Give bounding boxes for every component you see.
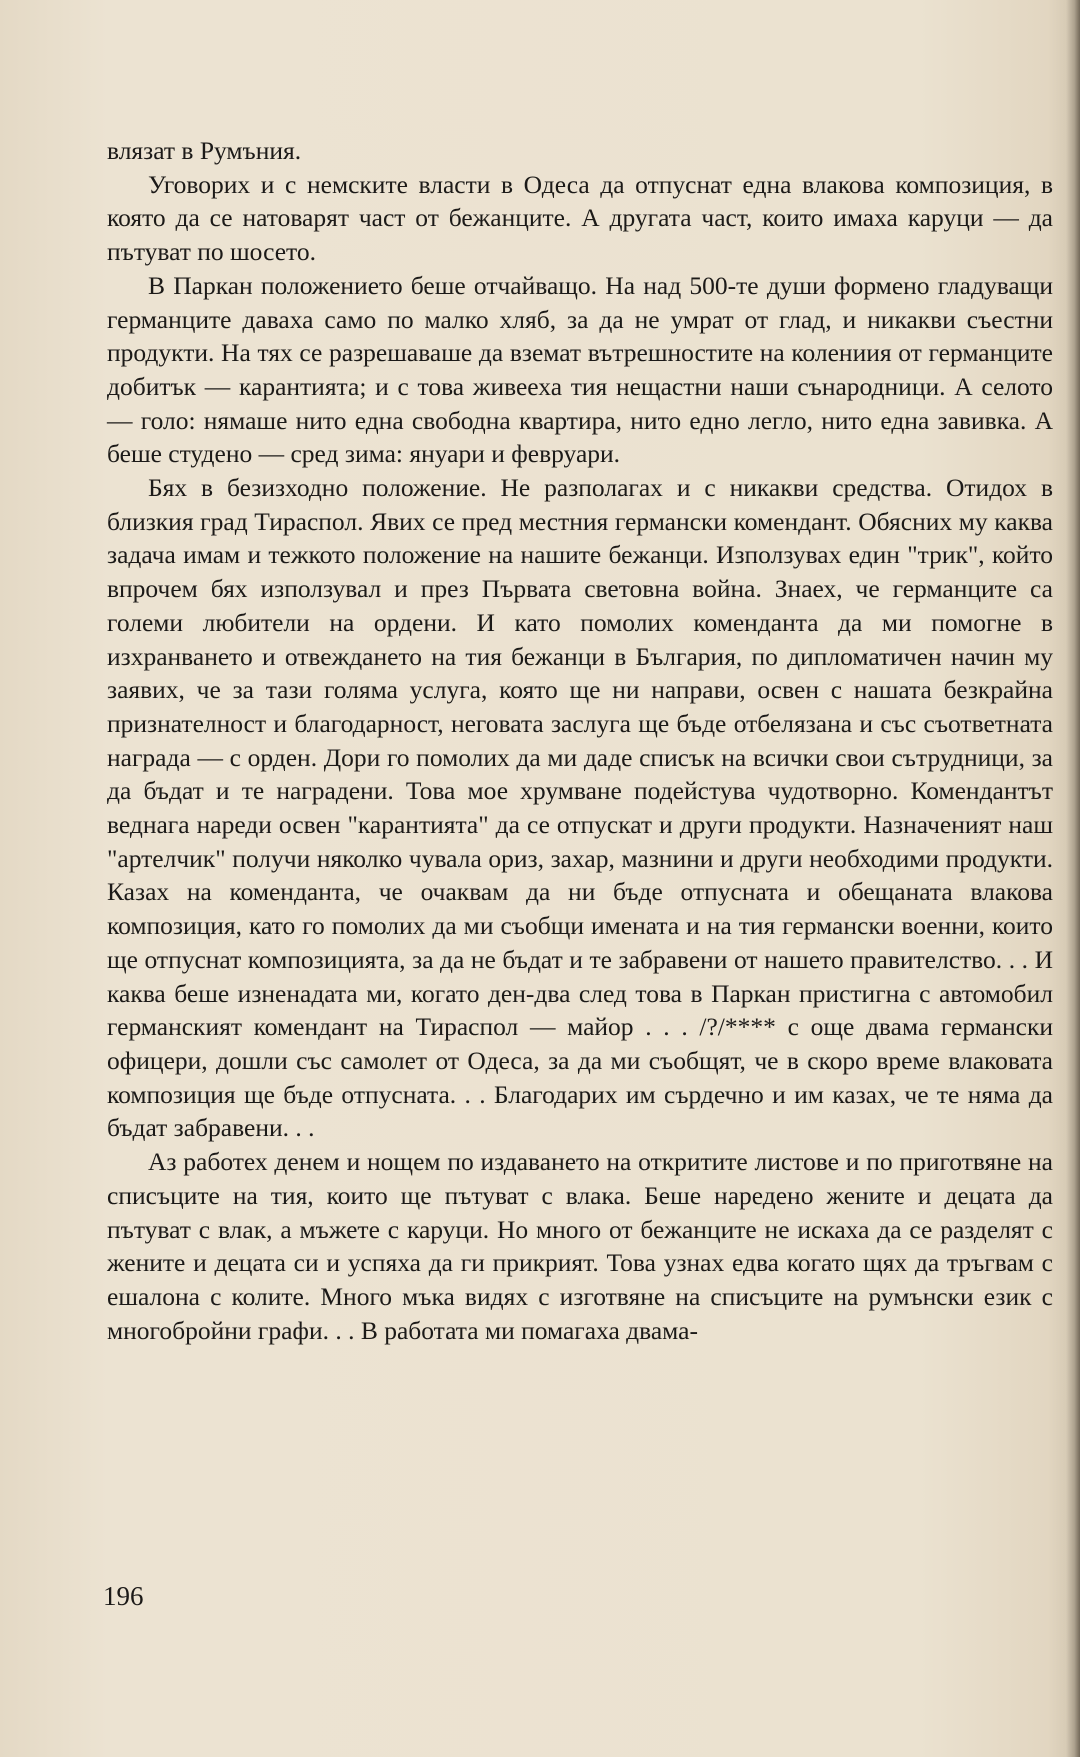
paragraph: Аз работех денем и нощем по издаването на откритите листове и по приготвяне на списъците на тия, които ще пътуват с влака. Беше наредено жените и децата да пътуват с влак, а мъжете с каруци. Но много от бежанците не искаха да се разделят с жените и децата си и успяха да ги прикрият. Това узнах едва когато щях да тръгвам с ешалона с колите. Много мъка видях с изготвяне на списъците на румънски език с многобройни графи. . . В работата ми помагаха двама- [107, 1147, 1053, 1345]
paragraph: Уговорих и с немските власти в Одеса да отпуснат една влакова композиция, в която да се натоварят част от бежанците. А другата част, които имаха каруци — да пътуват по шосето. [107, 169, 1053, 267]
page-number: 196 [103, 1581, 144, 1611]
body-text [107, 134, 1053, 1347]
paragraph: Бях в безизходно положение. Не разполагах и с никакви средства. Отидох в близкия град Тираспол. Явих се пред местния германски комендант. Обясних му каква задача имам и тежкото положение на нашите бежанци. Използувах един "трик", който впрочем бях използувал и през Първата световна война. Знаех, че германците са големи любители на ордени. И като помолих коменданта да ми помогне в изхранването и отвеждането на тия бежанци в България, по дипломатичен начин му заявих, че за тази голяма услуга, която ще ни направи, освен с нашата безкрайна признателност и благодарност, неговата заслуга ще бъде отбелязана и със съответната награда — с орден. Дори го помолих да ми даде списък на всички свои сътрудници, за да бъдат и те наградени. Това мое хрумване подейстува чудотворно. Комендантът веднага нареди освен "карантията" да се отпускат и други продукти. Назначеният наш "артелчик" получи няколко чувала ориз, захар, мазнини и други необходими продукти. Казах на коменданта, че очаквам да ни бъде отпусната и обещаната влакова композиция, като го помолих да ми съобщи имената и на тия германски военни, които ще отпуснат композицията, за да не бъдат и те забравени от нашето правителство. . . И каква беше изненадата ми, когато ден-два след това в Паркан пристигна с автомобил германският комендант на Тираспол — майор . . . /?/**** с още двама германски офицери, дошли със самолет от Одеса, за да ми съобщят, че в скоро време влаковата композиция ще бъде отпусната. . . Благодарих им сърдечно и им казах, че те няма да бъдат забравени. . . [107, 473, 1053, 1143]
page-edge-shadow [1066, 0, 1080, 1757]
paragraph: влязат в Румъния. [107, 136, 302, 165]
paragraph: В Паркан положението беше отчайващо. На над 500-те души формено гладуващи германците даваха само по малко хляб, за да не умрат от глад, и никакви съестни продукти. На тях се разрешаваше да вземат вътрешностите на колениия от германците добитък — карантията; и с това живееха тия нещастни наши сънародници. А селото — голо: нямаше нито една свободна квартира, нито едно легло, нито една завивка. А беше студено — сред зима: януари и февруари. [107, 270, 1053, 469]
